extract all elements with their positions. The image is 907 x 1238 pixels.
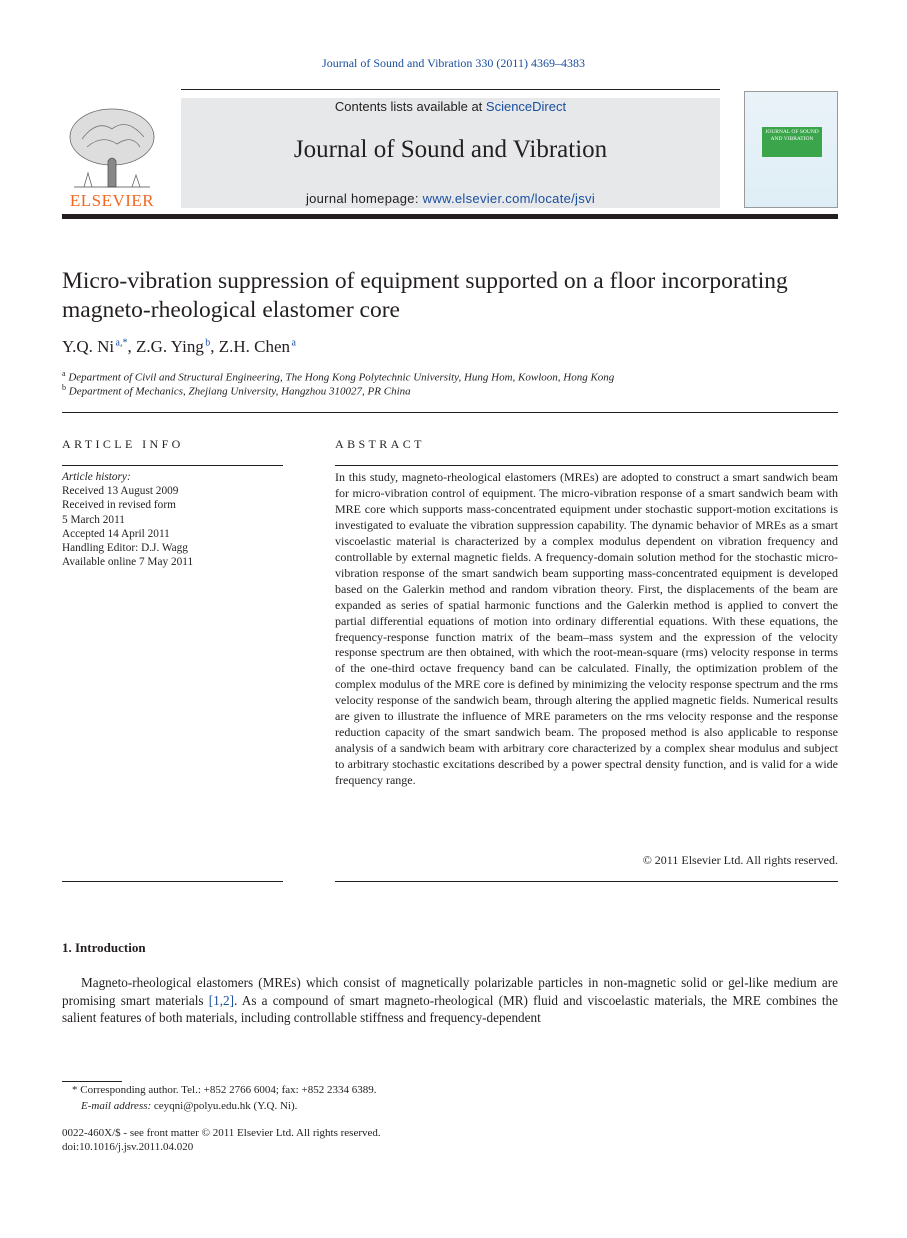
header-top-rule [181, 89, 720, 90]
history-item: Available online 7 May 2011 [62, 556, 194, 569]
section-heading-introduction: 1. Introduction [62, 940, 146, 955]
header-bottom-rule [62, 214, 838, 219]
cover-title-block: JOURNAL OF SOUND AND VIBRATION [762, 127, 822, 157]
history-label: Article history: [62, 471, 131, 483]
author-name[interactable]: Y.Q. Ni [62, 337, 115, 356]
article-info-heading: ARTICLE INFO [62, 437, 184, 451]
affiliation-text: Department of Civil and Structural Engineering, The Hong Kong Polytechnic University, Hung Hom, Kowloon, Hong Kong [68, 371, 615, 384]
introduction-paragraph [62, 974, 838, 1027]
elsevier-wordmark: ELSEVIER [69, 191, 155, 210]
affiliation-mark: a [62, 369, 66, 378]
doi-line[interactable]: doi:10.1016/j.jsv.2011.04.020 [62, 1141, 194, 1153]
abstract-heading: ABSTRACT [335, 437, 425, 451]
paragraph-text: . As a compound of smart magneto-rheological (MR) fluid and viscoelastic materials, the MRE combines the salient features of both materials, including controllable stiffness and frequency-dependent [62, 992, 838, 1025]
journal-title: Journal of Sound and Vibration [293, 136, 608, 163]
history-item: 5 March 2011 [62, 513, 125, 526]
author-list: Y.Q. Ni $^{a,*}$, Z.G. Ying $^b$, Z.H. Chen $^a$ [62, 337, 296, 356]
email-address[interactable]: ceyqni@polyu.edu.hk (Y.Q. Ni). [151, 1100, 298, 1112]
divider [62, 881, 283, 882]
author-affiliation-mark[interactable]: a,* [115, 337, 128, 349]
email-label: E-mail address: [81, 1100, 152, 1112]
history-item: Handling Editor: D.J. Wagg [62, 542, 188, 555]
contents-available-line [181, 99, 720, 114]
affiliation-mark: b [62, 383, 66, 392]
sciencedirect-link[interactable]: ScienceDirect [485, 99, 567, 114]
abstract-text: In this study, magneto-rheological elastomers (MREs) are adopted to construct a smart sandwich beam for micro-vibration control of equipment. The micro-vibration response of a smart sandwich beam with MRE core which supports mass-concentrated equipment under stochastic support-motion excitations is investigated to evaluate the vibration suppression capability. The dynamic behavior of MREs as a smart viscoelastic material is characterized by a complex modulus dependent on vibration frequency and controllable by external magnetic fields. A frequency-domain solution method for the stochastic micro-vibration response of the smart sandwich beam supporting mass-concentrated equipment is developed based on the Galerkin method and random vibration theory. First, the displacements of the beam are expanded as series of spatial harmonic functions and the Galerkin method is applied to convert the partial differential equations of motion into ordinary differential equations. With these equations, the frequency-response function matrix of the beam–mass system and the expression of the velocity response spectrum are then obtained, with which the root-mean-square (rms) velocity response in terms of the one-third octave frequency band can be calculated. Finally, the optimization problem of the complex modulus of the MRE core is defined by minimizing the velocity response spectrum and the rms velocity response of the sandwich beam, through altering the applied magnetic fields. Numerical results are given to illustrate the influence of MRE parameters on the rms velocity response and the response reduction capacity of the smart sandwich beam. The proposed method is also applicable to response analysis of a sandwich beam with arbitrary core characterized by a complex shear modulus and subject to arbitrary stochastic excitations described by a power spectral density function, and is valid for a wide frequency range. [335, 470, 838, 788]
homepage-prefix: journal homepage: [305, 191, 423, 206]
history-item: Received in revised form [62, 499, 176, 512]
email-footnote [81, 1100, 297, 1112]
article-history [62, 470, 193, 569]
contents-prefix: Contents lists available at [334, 99, 486, 114]
divider [335, 881, 838, 882]
author-name[interactable]: Z.H. Chen [218, 337, 291, 356]
journal-homepage-line [181, 191, 720, 206]
issn-line: 0022-460X/$ - see front matter © 2011 Elsevier Ltd. All rights reserved. [62, 1127, 381, 1139]
homepage-link[interactable]: www.elsevier.com/locate/jsvi [422, 191, 596, 206]
journal-citation[interactable]: Journal of Sound and Vibration 330 (2011) 4369–4383 [322, 56, 585, 70]
divider [62, 412, 838, 413]
affiliation-text: Department of Mechanics, Zhejiang University, Hangzhou 310027, PR China [68, 385, 411, 398]
reference-link[interactable]: [1,2] [208, 992, 235, 1008]
history-item: Received 13 August 2009 [62, 485, 179, 498]
affiliation [62, 383, 411, 398]
affiliation [62, 369, 614, 384]
history-item: Accepted 14 April 2011 [62, 527, 170, 540]
footnote-rule [62, 1081, 122, 1082]
author-affiliation-mark[interactable]: b [205, 337, 211, 349]
paragraph-text: Magneto-rheological elastomers (MREs) which consist of magnetically polarizable particles in non-magnetic solid or gel-like medium are promising smart materials [62, 975, 838, 1008]
author-name[interactable]: Z.G. Ying [136, 337, 204, 356]
divider [335, 465, 838, 466]
article-title: Micro-vibration suppression of equipment supported on a floor incorporating magneto-rheological elastomer core [62, 268, 788, 323]
abstract-copyright: © 2011 Elsevier Ltd. All rights reserved. [642, 853, 838, 867]
divider [62, 465, 283, 466]
author-affiliation-mark[interactable]: a [291, 337, 296, 349]
corresponding-author-footnote: * Corresponding author. Tel.: +852 2766 6004; fax: +852 2334 6389. [72, 1084, 377, 1096]
